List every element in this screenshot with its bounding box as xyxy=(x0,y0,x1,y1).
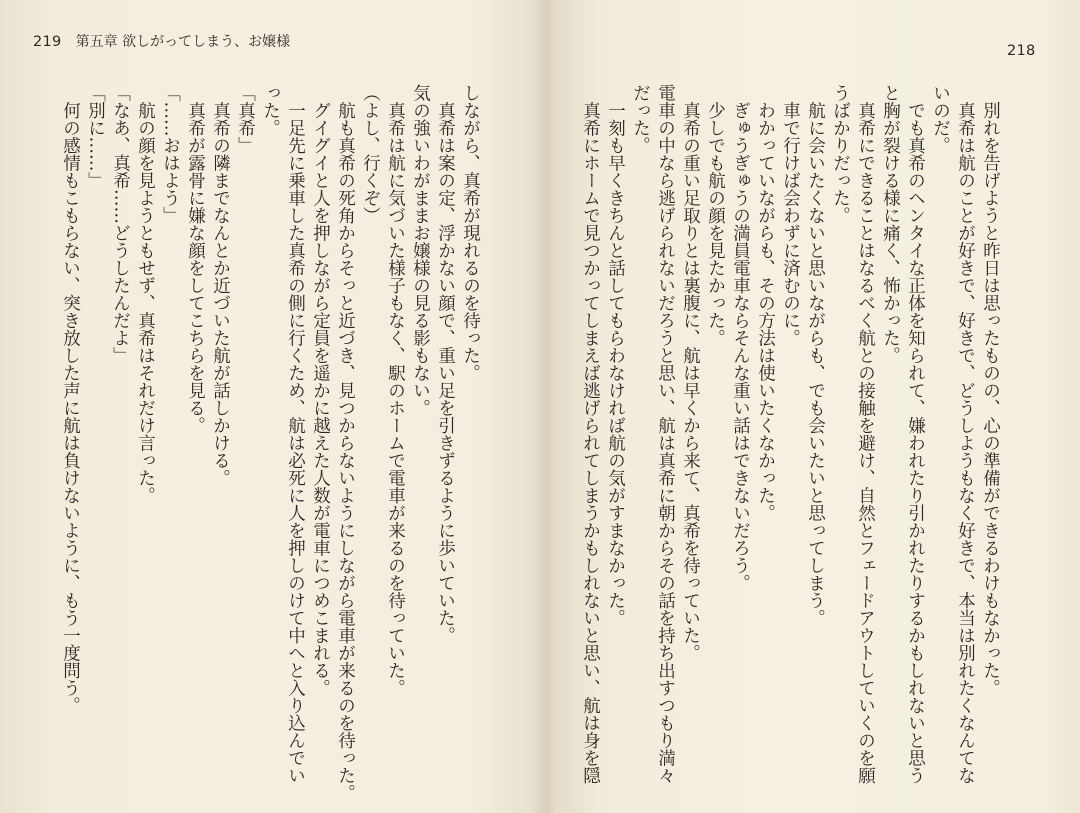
text-column: 真希は航のことが好きで、好きで、どうしようもなく好きで、本当は別れたくなんてな xyxy=(955,84,976,784)
page-number: 218 xyxy=(1007,43,1036,59)
text-column: いのだ。 xyxy=(930,84,951,154)
text-column: 別れを告げようと昨日は思ったものの、心の準備ができるわけもなかった。 xyxy=(980,84,1001,697)
text-column: ぎゅうぎゅうの満員電車ならそんな重い話はできないだろう。 xyxy=(730,84,751,592)
text-column: しながら、真希が現れるのを待った。 xyxy=(460,84,481,382)
text-column: 真希の隣までなんとか近づいた航が話しかける。 xyxy=(210,84,231,487)
text-column: った。 xyxy=(260,84,281,137)
text-column: 「真希」 xyxy=(235,84,256,154)
text-column: 航に会いたくないと思いながらも、でも会いたいと思ってしまう。 xyxy=(805,84,826,627)
text-column: 少しでも航の顔を見たかった。 xyxy=(705,84,726,347)
text-column: だった。 xyxy=(630,84,651,154)
text-column: わかっていながらも、その方法は使いたくなかった。 xyxy=(755,84,776,522)
right-page xyxy=(548,0,1080,813)
text-column: でも真希のヘンタイな正体を知られて、嫌われたり引かれたりするかもしれないと思う xyxy=(905,84,926,784)
text-column: 真希にホームで見つかってしまえば逃げられてしまうかもしれないと思い、航は身を隠 xyxy=(580,84,601,784)
text-column: 一刻も早くきちんと話してもらわなければ航の気がすまなかった。 xyxy=(605,84,626,627)
text-column: 何の感情もこもらない、突き放した声に航は負けないように、もう一度問う。 xyxy=(60,84,81,714)
text-column: 真希は案の定、浮かない顔で、重い足を引きずるように歩いていた。 xyxy=(435,84,456,644)
text-column: うばかりだった。 xyxy=(830,84,851,224)
chapter-title: 第五章 欲しがってしまう、お嬢様 xyxy=(75,34,291,50)
text-column: （よし、行くぞ） xyxy=(360,84,381,224)
text-column: 「……おはよう」 xyxy=(160,84,181,224)
page-number: 219 xyxy=(33,34,62,50)
text-column: グイグイと人を押しながら定員を遥かに越えた人数が電車につめこまれる。 xyxy=(310,84,331,697)
text-column: 真希の重い足取りとは裏腹に、航は早くから来て、真希を待っていた。 xyxy=(680,84,701,662)
text-column: 「なあ、真希……どうしたんだよ」 xyxy=(110,84,131,364)
text-column: 真希が露骨に嫌な顔をしてこちらを見る。 xyxy=(185,84,206,434)
text-column: 電車の中なら逃げられないだろうと思い、航は真希に朝からその話を持ち出すつもり満々 xyxy=(655,84,676,784)
text-column: 「別に……」 xyxy=(85,84,106,189)
text-column: 車で行けば会わずに済むのに。 xyxy=(780,84,801,347)
text-column: 航も真希の死角からそっと近づき、見つからないようにしながら電車が来るのを待った。 xyxy=(335,84,356,802)
text-column: 気の強いわがままお嬢様の見る影もない。 xyxy=(410,84,431,417)
text-column: 真希にできることはなるべく航との接触を避け、自然とフェードアウトしていくのを願 xyxy=(855,84,876,784)
text-column: 一足先に乗車した真希の側に行くため、航は必死に人を押しのけて中へと入り込んでい xyxy=(285,84,306,784)
right-page-text xyxy=(548,0,1080,813)
text-column: 真希は航に気づいた様子もなく、駅のホームで電車が来るのを待っていた。 xyxy=(385,84,406,697)
text-column: 航の顔を見ようともせず、真希はそれだけ言った。 xyxy=(135,84,156,504)
text-column: と胸が裂ける様に痛く、怖かった。 xyxy=(880,84,901,364)
